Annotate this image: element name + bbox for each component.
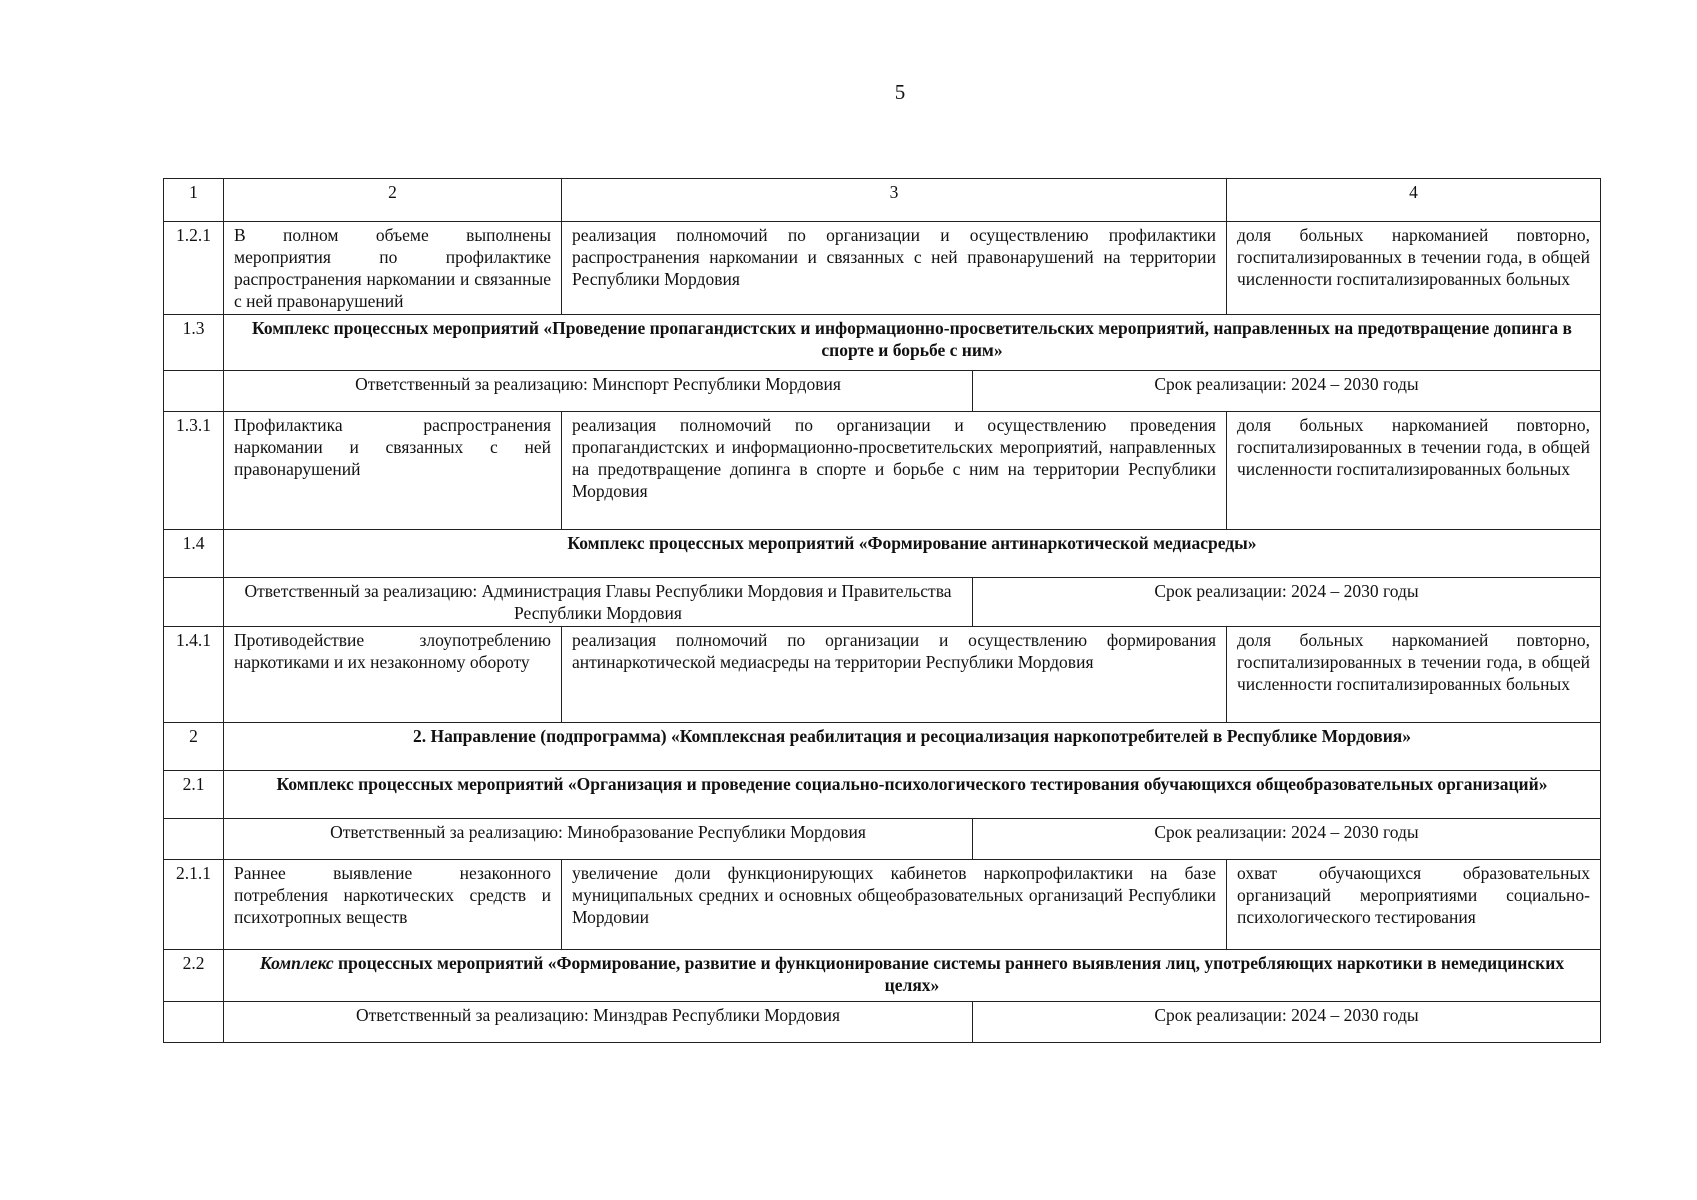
description-cell: увеличение доли функционирующих кабинетов наркопрофилактики на базе муниципальных средних и основных общеобразовательных организаций Республики Мордовии <box>562 860 1227 950</box>
description-cell: реализация полномочий по организации и осуществлению профилактики распространения наркомании и связанных с ней правонарушений на территории Республики Мордовия <box>562 222 1227 315</box>
indicator-cell: доля больных наркоманией повторно, госпитализированных в течении года, в общей численности госпитализированных больных <box>1227 222 1601 315</box>
period-cell: Срок реализации: 2024 – 2030 годы <box>973 371 1601 412</box>
indicator-cell: доля больных наркоманией повторно, госпитализированных в течении года, в общей численности госпитализированных больных <box>1227 412 1601 530</box>
period-cell: Срок реализации: 2024 – 2030 годы <box>973 819 1601 860</box>
section-title: Комплекс процессных мероприятий «Проведение пропагандистских и информационно-просветительских мероприятий, направленных на предотвращение допинга в спорте и борьбе с ним» <box>224 315 1601 371</box>
section-row <box>164 950 1601 1002</box>
section-row <box>164 530 1601 578</box>
row-number: 1.3.1 <box>164 412 224 530</box>
activities-table <box>163 178 1601 1043</box>
row-number: 1.4.1 <box>164 627 224 723</box>
table-row <box>164 627 1601 723</box>
section-title-rest: процессных мероприятий «Формирование, развитие и функционирование системы раннего выявления лиц, употребляющих наркотики в немедицинских целях» <box>333 953 1565 995</box>
section-title-italic: Комплекс <box>259 953 334 973</box>
row-number: 2.1 <box>164 771 224 819</box>
row-number: 2 <box>164 723 224 771</box>
section-row <box>164 315 1601 371</box>
period-cell: Срок реализации: 2024 – 2030 годы <box>973 578 1601 627</box>
empty-cell <box>164 578 224 627</box>
indicator-cell: охват обучающихся образовательных организаций мероприятиями социально-психологического тестирования <box>1227 860 1601 950</box>
description-cell: реализация полномочий по организации и осуществлению проведения пропагандистских и информационно-просветительских мероприятий, направленных на предотвращение допинга в спорте и борьбе с ним на территории Республики Мордовия <box>562 412 1227 530</box>
row-number: 2.2 <box>164 950 224 1002</box>
responsibility-row <box>164 819 1601 860</box>
responsible-cell: Ответственный за реализацию: Минспорт Республики Мордовия <box>224 371 973 412</box>
row-number: 1.4 <box>164 530 224 578</box>
section-title: Комплекс процессных мероприятий «Формирование антинаркотической медиасреды» <box>224 530 1601 578</box>
page-number: 5 <box>894 80 906 104</box>
empty-cell <box>164 819 224 860</box>
table-row <box>164 412 1601 530</box>
responsibility-row <box>164 578 1601 627</box>
row-number: 2.1.1 <box>164 860 224 950</box>
task-cell: В полном объеме выполнены мероприятия по профилактике распространения наркомании и связанные с ней правонарушений <box>224 222 562 315</box>
responsible-cell: Ответственный за реализацию: Минздрав Республики Мордовия <box>224 1002 973 1043</box>
responsibility-row <box>164 371 1601 412</box>
section-row <box>164 723 1601 771</box>
task-cell: Профилактика распространения наркомании и связанных с ней правонарушений <box>224 412 562 530</box>
empty-cell <box>164 1002 224 1043</box>
empty-cell <box>164 371 224 412</box>
column-header-1: 1 <box>164 179 224 222</box>
section-title <box>224 950 1601 1002</box>
section-row <box>164 771 1601 819</box>
responsible-cell: Ответственный за реализацию: Минобразование Республики Мордовия <box>224 819 973 860</box>
table-row <box>164 222 1601 315</box>
row-number: 1.2.1 <box>164 222 224 315</box>
column-header-4: 4 <box>1227 179 1601 222</box>
table-header-row <box>164 179 1601 222</box>
section-title: Комплекс процессных мероприятий «Организация и проведение социально-психологического тестирования обучающихся общеобразовательных организаций» <box>224 771 1601 819</box>
column-header-2: 2 <box>224 179 562 222</box>
task-cell: Противодействие злоупотреблению наркотиками и их незаконному обороту <box>224 627 562 723</box>
description-cell: реализация полномочий по организации и осуществлению формирования антинаркотической медиасреды на территории Республики Мордовия <box>562 627 1227 723</box>
column-header-3: 3 <box>562 179 1227 222</box>
section-title: 2. Направление (подпрограмма) «Комплексная реабилитация и ресоциализация наркопотребителей в Республике Мордовия» <box>224 723 1601 771</box>
period-cell: Срок реализации: 2024 – 2030 годы <box>973 1002 1601 1043</box>
row-number: 1.3 <box>164 315 224 371</box>
indicator-cell: доля больных наркоманией повторно, госпитализированных в течении года, в общей численности госпитализированных больных <box>1227 627 1601 723</box>
table-row <box>164 860 1601 950</box>
responsibility-row <box>164 1002 1601 1043</box>
responsible-cell: Ответственный за реализацию: Администрация Главы Республики Мордовия и Правительства Республики Мордовия <box>224 578 973 627</box>
task-cell: Раннее выявление незаконного потребления наркотических средств и психотропных веществ <box>224 860 562 950</box>
